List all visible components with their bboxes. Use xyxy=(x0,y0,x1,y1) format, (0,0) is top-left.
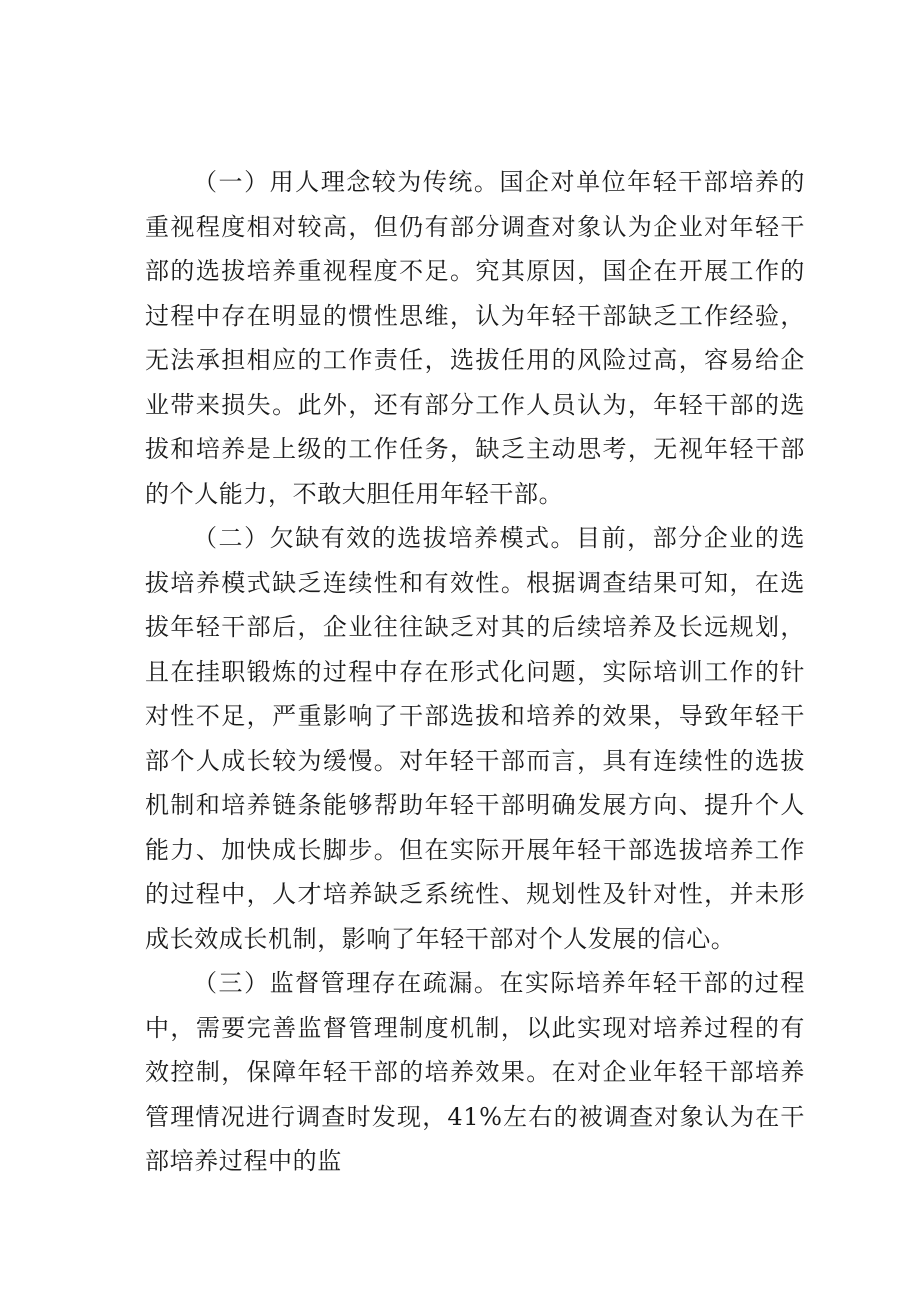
paragraph-3: （三）监督管理存在疏漏。在实际培养年轻干部的过程中，需要完善监督管理制度机制，以此实现对培养过程的有效控制，保障年轻干部的培养效果。在对企业年轻干部培养管理情况进行调查时发现，41%左右的被调查对象认为在干部培养过程中的监 xyxy=(145,969,805,1175)
paragraph-2: （二）欠缺有效的选拔培养模式。目前，部分企业的选拔培养模式缺乏连续性和有效性。根据调查结果可知，在选拔年轻干部后，企业往往缺乏对其的后续培养及长远规划，且在挂职锻炼的过程中存在形式化问题，实际培训工作的针对性不足，严重影响了干部选拔和培养的效果，导致年轻干部个人成长较为缓慢。对年轻干部而言，具有连续性的选拔机制和培养链条能够帮助年轻干部明确发展方向、提升个人能力、加快成长脚步。但在实际开展年轻干部选拔培养工作的过程中，人才培养缺乏系统性、规划性及针对性，并未形成长效成长机制，影响了年轻干部对个人发展的信心。 xyxy=(145,524,805,953)
document-body xyxy=(145,160,805,1184)
paragraph-1: （一）用人理念较为传统。国企对单位年轻干部培养的重视程度相对较高，但仍有部分调查对象认为企业对年轻干部的选拔培养重视程度不足。究其原因，国企在开展工作的过程中存在明显的惯性思维，认为年轻干部缺乏工作经验，无法承担相应的工作责任，选拔任用的风险过高，容易给企业带来损失。此外，还有部分工作人员认为，年轻干部的选拔和培养是上级的工作任务，缺乏主动思考，无视年轻干部的个人能力，不敢大胆任用年轻干部。 xyxy=(145,168,805,508)
